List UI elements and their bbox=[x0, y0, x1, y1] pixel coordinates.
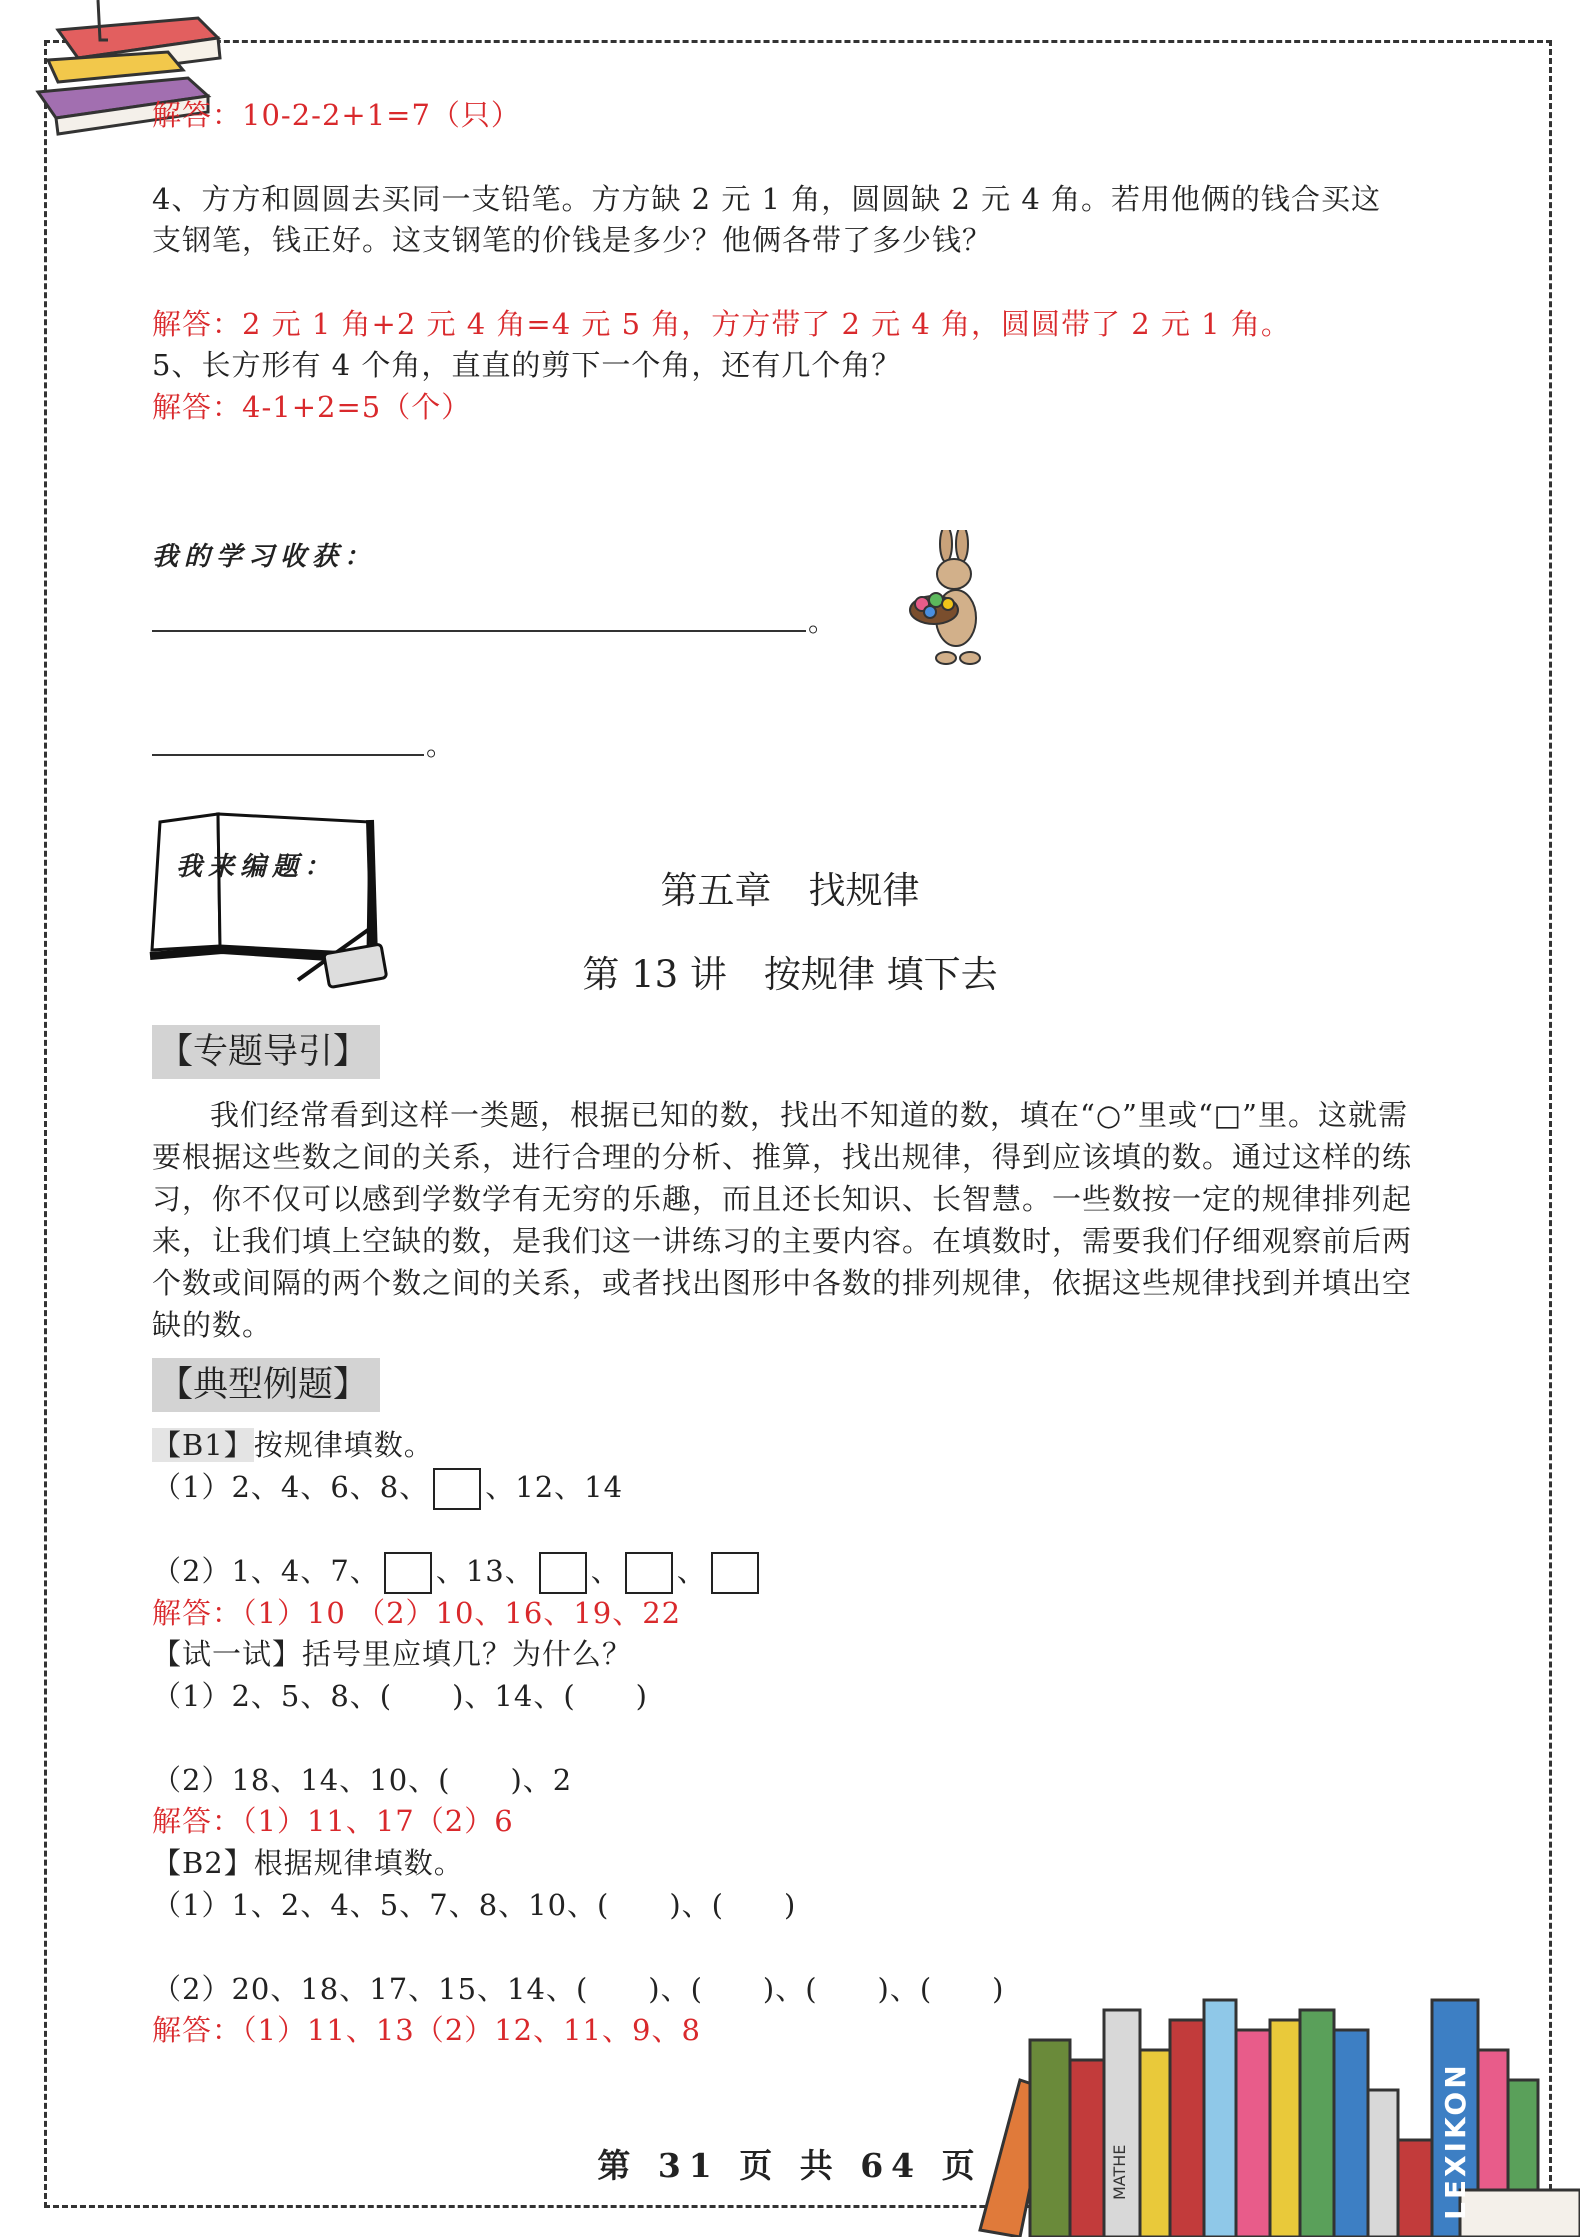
b1-q2-part-b: 、13、 bbox=[435, 1554, 535, 1588]
study-gain-label: 我的学习收获： bbox=[152, 542, 377, 572]
bunny-icon bbox=[900, 530, 1000, 680]
answer-q3: 解答：10-2-2+1=7（只） bbox=[152, 98, 521, 132]
b1-text: 按规律填数。 bbox=[253, 1428, 434, 1462]
spine-text-lexikon: LEXIKON bbox=[1439, 2062, 1472, 2220]
answer-box[interactable] bbox=[711, 1552, 759, 1594]
try-heading bbox=[152, 1633, 632, 1675]
b1-question-2 bbox=[152, 1550, 763, 1594]
spine-text-mathe: MATHE bbox=[1110, 2144, 1129, 2200]
separator: 、 bbox=[590, 1554, 621, 1588]
question-4-line-1: 4、方方和圆圆去买同一支铅笔。方方缺 2 元 1 角，圆圆缺 2 元 4 角。若用他俩的钱合买这 bbox=[152, 182, 1382, 216]
intro-tag: 【专题导引】 bbox=[152, 1025, 380, 1079]
try-text: 括号里应填几？为什么？ bbox=[302, 1637, 633, 1671]
gain-end-mark-2: 。 bbox=[426, 729, 455, 762]
gain-end-mark-1: 。 bbox=[808, 605, 837, 638]
b2-label: 【B2】 bbox=[152, 1846, 254, 1880]
notebook-label: 我来编题： bbox=[176, 852, 337, 882]
try-question-1: （1）2、5、8、( )、14、( ) bbox=[152, 1679, 648, 1713]
b2-question-2: （2）20、18、17、15、14、( )、( )、( )、( ) bbox=[152, 1972, 1005, 2006]
bookshelf-icon bbox=[960, 1970, 1580, 2237]
b1-q1-prefix: （1）2、4、6、8、 bbox=[152, 1470, 430, 1504]
b1-question-1 bbox=[152, 1466, 623, 1510]
question-4-line-2: 支钢笔，钱正好。这支钢笔的价钱是多少？他俩各带了多少钱？ bbox=[152, 223, 993, 257]
b2-heading bbox=[152, 1842, 464, 1884]
examples-tag: 【典型例题】 bbox=[152, 1358, 380, 1412]
try-answer: 解答：（1）11、17（2）6 bbox=[152, 1804, 514, 1838]
chapter-title: 第五章 找规律 bbox=[660, 869, 920, 912]
answer-box[interactable] bbox=[539, 1552, 587, 1594]
gain-blank-2 bbox=[152, 754, 424, 756]
try-label: 【试一试】 bbox=[152, 1637, 303, 1671]
b1-q2-part-a: （2）1、4、7、 bbox=[152, 1554, 380, 1588]
answer-q5: 解答：4-1+2=5（个） bbox=[152, 390, 472, 424]
b1-label: 【B1】 bbox=[152, 1428, 254, 1462]
answer-box[interactable] bbox=[384, 1552, 432, 1594]
page-footer: 第 31 页 共 64 页 bbox=[597, 2146, 983, 2185]
intro-paragraph: 我们经常看到这样一类题，根据已知的数，找出不知道的数，填在“○”里或“□”里。这就需要根据这些数之间的关系，进行合理的分析、推算，找出规律，得到应该填的数。通过这样的练习，你不仅可以感到学数学有无穷的乐趣，而且还长知识、长智慧。一些数按一定的规律排列起来，让我们填上空缺的数，是我们这一讲练习的主要内容。在填数时，需要我们仔细观察前后两个数或间隔的两个数之间的关系，或者找出图形中各数的排列规律，依据这些规律找到并填出空缺的数。 bbox=[152, 1098, 1413, 1342]
b1-heading bbox=[152, 1424, 434, 1466]
b2-text: 根据规律填数。 bbox=[253, 1846, 464, 1880]
b2-answer: 解答：（1）11、13（2）12、11、9、8 bbox=[152, 2013, 701, 2047]
gain-blank-1 bbox=[152, 630, 806, 632]
separator: 、 bbox=[676, 1554, 707, 1588]
answer-box[interactable] bbox=[433, 1468, 481, 1510]
b1-answer: 解答：（1）10 （2）10、16、19、22 bbox=[152, 1596, 682, 1630]
b2-question-1: （1）1、2、4、5、7、8、10、( )、( ) bbox=[152, 1888, 797, 1922]
b1-q1-suffix: 、12、14 bbox=[485, 1470, 624, 1504]
answer-q4: 解答：2 元 1 角+2 元 4 角=4 元 5 角，方方带了 2 元 4 角，圆圆带了 2 元 1 角。 bbox=[152, 307, 1291, 341]
answer-box[interactable] bbox=[625, 1552, 673, 1594]
question-5: 5、长方形有 4 个角，直直的剪下一个角，还有几个角？ bbox=[152, 348, 902, 382]
try-question-2: （2）18、14、10、( )、2 bbox=[152, 1763, 573, 1797]
lecture-title: 第 13 讲 按规律 填下去 bbox=[582, 953, 998, 996]
